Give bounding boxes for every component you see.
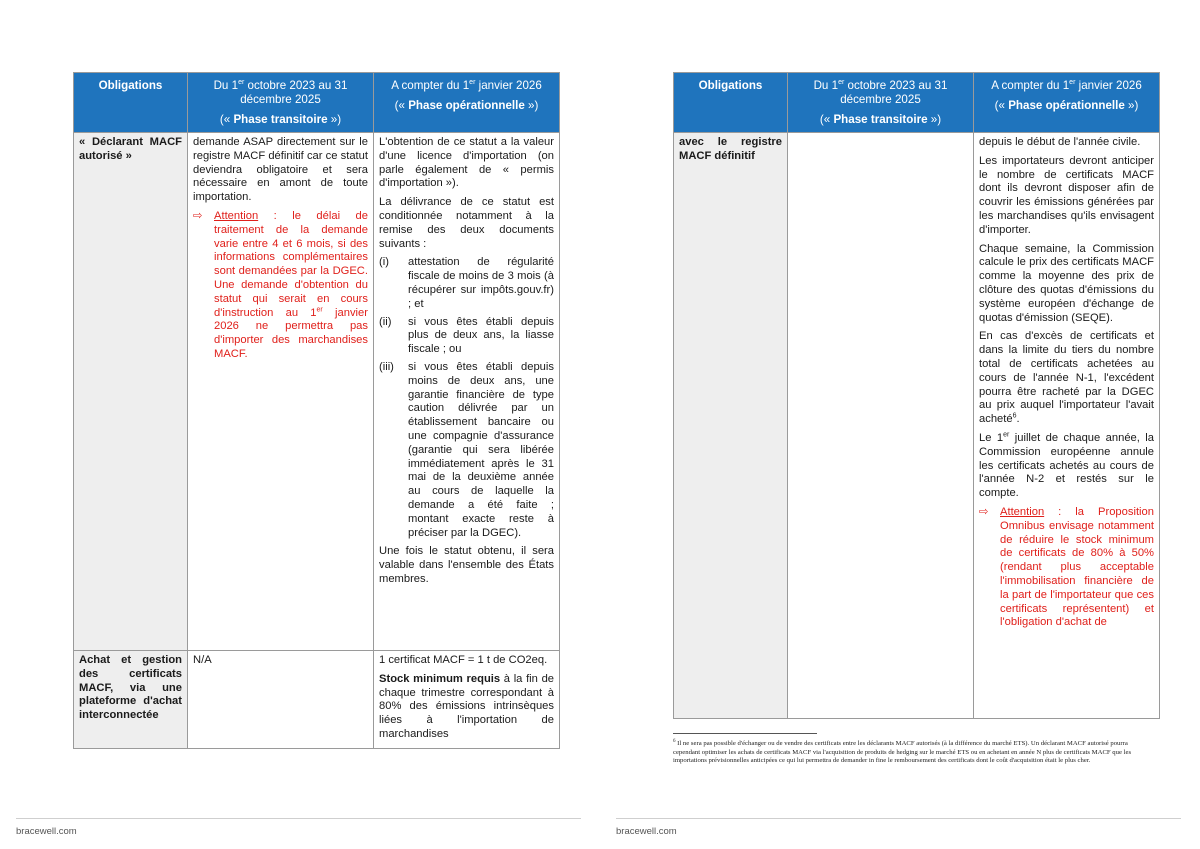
paragraph: Une fois le statut obtenu, il sera valable dans l'ensemble des États membres. bbox=[379, 545, 554, 585]
list-item: (i) attestation de régularité fiscale de moins de 3 mois (à récupérer sur impôts.gouv.fr) ; et bbox=[379, 256, 554, 310]
attention-note: ⇨ Attention : la Proposition Omnibus envisage notamment de réduire le stock minimum de certificats de 80% à 50% (rendant plus acceptable l'immobilisation financière de la part de l'importateur que ces certificats représentent) et l'obligation d'achat de bbox=[979, 505, 1154, 629]
obligation-label: « Déclarant MACF autorisé » bbox=[74, 133, 188, 651]
document-list bbox=[379, 256, 554, 540]
table-header-row bbox=[674, 73, 1160, 133]
header-phase-operationnelle: A compter du 1er janvier 2026 (« Phase opérationnelle ») bbox=[374, 73, 560, 133]
operationnelle-cell bbox=[374, 133, 560, 651]
table-row bbox=[74, 133, 560, 651]
footnote-ref[interactable]: 6 bbox=[1012, 412, 1017, 420]
list-item: (iii) si vous êtes établi depuis moins de deux ans, une garantie financière de type caution délivrée par un établissement bancaire ou une compagnie d'assurance (garantie qui sera libérée immédiatement après le 31 mai de la deuxième année au cours de laquelle la demande a été faite ; montant exacte reste à préciser par la DGEC). bbox=[379, 360, 554, 539]
header-phase-operationnelle: A compter du 1er janvier 2026 (« Phase opérationnelle ») bbox=[974, 73, 1160, 133]
paragraph: Les importateurs devront anticiper le nombre de certificats MACF dont ils devront disposer afin de couvrir les émissions générées par les marchandises qu'ils envisagent d'importer. bbox=[979, 154, 1154, 236]
arrow-right-icon: ⇨ bbox=[979, 505, 989, 518]
right-page bbox=[600, 0, 1200, 849]
table-header-row bbox=[74, 73, 560, 133]
obligation-label: Achat et gestion des certificats MACF, via une plateforme d'achat interconnectée bbox=[74, 651, 188, 749]
operationnelle-cell bbox=[974, 133, 1160, 719]
obligations-table bbox=[673, 72, 1160, 719]
transitoire-cell bbox=[788, 133, 974, 719]
transitoire-cell bbox=[188, 133, 374, 651]
header-obligations: Obligations bbox=[74, 73, 188, 133]
table-row bbox=[674, 133, 1160, 719]
footnote-separator bbox=[673, 733, 817, 734]
obligation-label: avec le registre MACF définitif bbox=[674, 133, 788, 719]
list-item: (ii) si vous êtes établi depuis plus de deux ans, la liasse fiscale ; ou bbox=[379, 315, 554, 356]
operationnelle-cell bbox=[374, 651, 560, 749]
paragraph: Chaque semaine, la Commission calcule le prix des certificats MACF comme la moyenne des prix de clôture des quotas d'émissions du système européen d'échange de quotas d'émission (SEQE). bbox=[979, 242, 1154, 324]
paragraph: L'obtention de ce statut a la valeur d'une licence d'importation (on parle également de « permis d'importation »). bbox=[379, 136, 554, 190]
arrow-right-icon: ⇨ bbox=[193, 209, 203, 222]
table-row bbox=[74, 651, 560, 749]
footer-rule bbox=[16, 818, 581, 819]
paragraph: La délivrance de ce statut est conditionnée notamment à la remise des deux documents suivants : bbox=[379, 196, 554, 250]
footer-site: bracewell.com bbox=[16, 826, 77, 837]
header-phase-transitoire: Du 1er octobre 2023 au 31 décembre 2025 (« Phase transitoire ») bbox=[188, 73, 374, 133]
transitoire-cell: N/A bbox=[188, 651, 374, 749]
header-phase-transitoire: Du 1er octobre 2023 au 31 décembre 2025 (« Phase transitoire ») bbox=[788, 73, 974, 133]
header-obligations: Obligations bbox=[674, 73, 788, 133]
footer-site: bracewell.com bbox=[616, 826, 677, 837]
attention-note: ⇨ Attention : le délai de traitement de la demande varie entre 4 et 6 mois, si des informations complémentaires sont demandées par la DGEC. Une demande d'obtention du statut qui serait en cours d'instruction au 1er janvier 2026 ne permettra pas d'importer des marchandises MACF. bbox=[193, 209, 368, 360]
paragraph: Le 1er juillet de chaque année, la Commission européenne annule les certificats achetés au cours de l'année N-2 et restés sur le compte. bbox=[979, 431, 1154, 500]
footnote: $^6$ Il ne sera pas possible d'échanger ou de vendre des certificats entre les déclarants MACF autorisés (à la différence du marché ETS). Un déclarant MACF autorisé pourra cependant optimiser les achats de certificats MACF via l'acquisition de produits de hedging sur le marché ETS ou en achetant en année N plus de certificats MACF que les importations prévisionnelles anticipées ce qui lui permettra de demander in fine le remboursement des certificats dont le coût d'acquisition était le plus cher. bbox=[673, 739, 1132, 765]
footer-rule bbox=[616, 818, 1181, 819]
paragraph: depuis le début de l'année civile. bbox=[979, 136, 1141, 148]
paragraph: En cas d'excès de certificats et dans la limite du tiers du nombre total de certificats achetées au cours de l'année N-1, l'excédent pourra être racheté par la DGEC au prix auquel l'importateur l'avait acheté$^6$. bbox=[979, 330, 1154, 426]
paragraph: demande ASAP directement sur le registre MACF définitif car ce statut deviendra obligatoire et sera nécessaire en amont de toute importation. bbox=[193, 136, 368, 204]
obligations-table bbox=[73, 72, 560, 749]
paragraph: Stock minimum requis à la fin de chaque trimestre correspondant à 80% des émissions intrinsèques liées à l'importation de marchandises bbox=[379, 672, 555, 740]
paragraph: 1 certificat MACF = 1 t de CO2eq. bbox=[379, 654, 548, 666]
